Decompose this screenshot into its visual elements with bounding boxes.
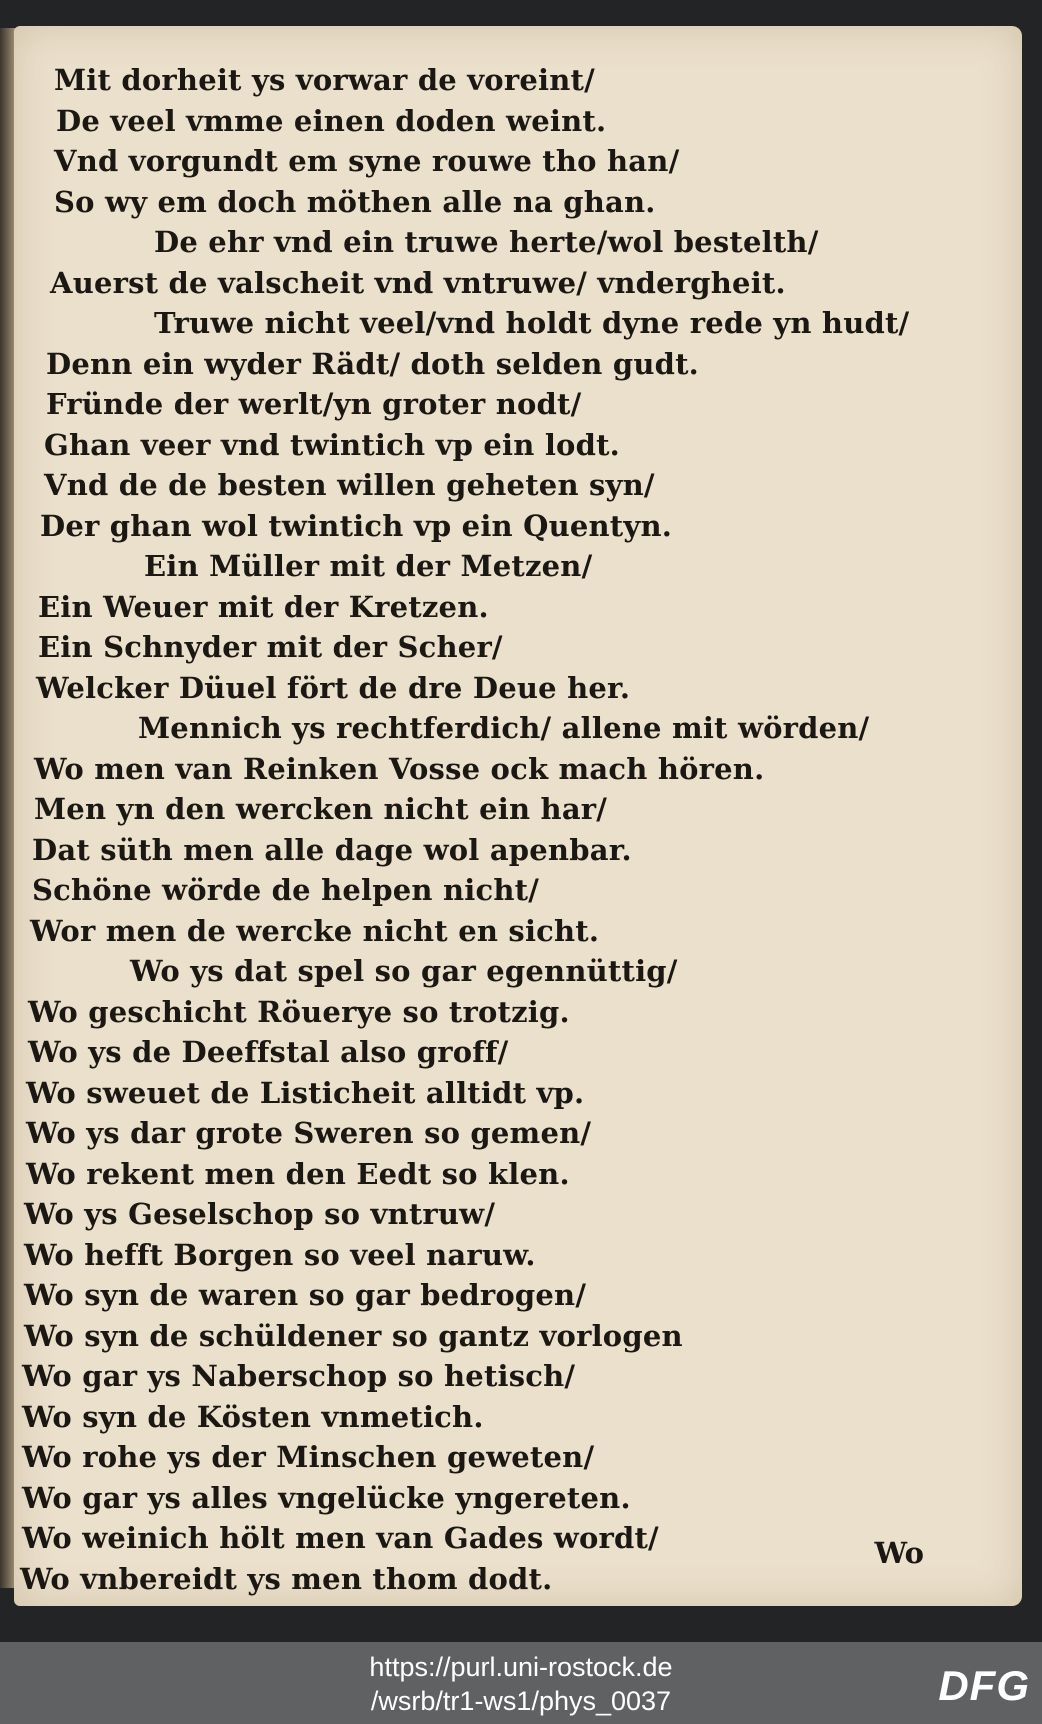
verse-line: Wo hefft Borgen so veel naruw. xyxy=(24,1237,536,1272)
verse-line: Men yn den wercken nicht ein har/ xyxy=(34,792,608,826)
verse-line: Auerst de valscheit vnd vntruwe/ vndergheit. xyxy=(50,265,786,300)
verse-line: Vnd de de besten willen geheten syn/ xyxy=(44,468,655,502)
verse-line: Wo sweuet de Listicheit alltidt vp. xyxy=(26,1075,585,1110)
verse-lines xyxy=(14,60,1022,1599)
verse-line: Wo weinich hölt men van Gades wordt/ xyxy=(22,1521,659,1555)
verse-line: Dat süth men alle dage wol apenbar. xyxy=(32,832,632,867)
verse-line: Wo rekent men den Eedt so klen. xyxy=(26,1156,570,1191)
footer-bar xyxy=(0,1642,1042,1724)
verse-line: Wo ys dar grote Sweren so gemen/ xyxy=(26,1116,592,1150)
verse-line: Wo ys de Deeffstal also groff/ xyxy=(28,1035,509,1069)
verse-line: Welcker Düuel fört de dre Deue her. xyxy=(36,670,631,705)
verse-line: Wo ys dat spel so gar egennüttig/ xyxy=(130,954,678,988)
verse-line: Wo syn de Kösten vnmetich. xyxy=(22,1399,484,1434)
permalink-line-2[interactable]: /wsrb/tr1-ws1/phys_0037 xyxy=(370,1686,672,1716)
verse-line: Mennich ys rechtferdich/ allene mit wörden/ xyxy=(138,711,870,745)
verse-line: So wy em doch möthen alle na ghan. xyxy=(54,184,656,219)
permalink[interactable] xyxy=(0,1650,1042,1718)
verse-line: Ein Weuer mit der Kretzen. xyxy=(38,589,489,624)
verse-line: Fründe der werlt/yn groter nodt/ xyxy=(46,387,582,421)
verse-line: Der ghan wol twintich vp ein Quentyn. xyxy=(40,508,673,543)
verse-line: Mit dorheit ys vorwar de voreint/ xyxy=(54,63,595,97)
verse-line: Wo ys Geselschop so vntruw/ xyxy=(24,1197,496,1231)
verse-line: Ein Müller mit der Metzen/ xyxy=(144,549,593,583)
verse-line: Wo gar ys Naberschop so hetisch/ xyxy=(22,1359,576,1393)
catchword: Wo xyxy=(874,1536,924,1570)
verse-line: Wo gar ys alles vngelücke yngereten. xyxy=(22,1480,631,1515)
verse-line: De ehr vnd ein truwe herte/wol bestelth/ xyxy=(154,225,819,259)
book-page xyxy=(14,26,1022,1606)
permalink-line-1[interactable]: https://purl.uni-rostock.de xyxy=(369,1652,673,1682)
verse-line: Wo geschicht Röuerye so trotzig. xyxy=(28,994,570,1029)
verse-line: Ghan veer vnd twintich vp ein lodt. xyxy=(44,427,620,462)
verse-line: Wo rohe ys der Minschen geweten/ xyxy=(22,1440,595,1474)
dfg-logo: DFG xyxy=(938,1662,1030,1709)
verse-line: Denn ein wyder Rädt/ doth selden gudt. xyxy=(46,346,699,381)
verse-line: Ein Schnyder mit der Scher/ xyxy=(38,630,503,664)
verse-line: Wo syn de waren so gar bedrogen/ xyxy=(24,1278,587,1312)
verse-line: Wo syn de schüldener so gantz vorlogen xyxy=(24,1318,683,1353)
verse-line: Wo vnbereidt ys men thom dodt. xyxy=(20,1561,553,1596)
verse-line: Wor men de wercke nicht en sicht. xyxy=(30,913,600,948)
verse-line: Truwe nicht veel/vnd holdt dyne rede yn hudt/ xyxy=(154,306,910,340)
verse-line: Wo men van Reinken Vosse ock mach hören. xyxy=(34,751,765,786)
verse-line: Vnd vorgundt em syne rouwe tho han/ xyxy=(54,144,680,178)
verse-line: Schöne wörde de helpen nicht/ xyxy=(32,873,539,907)
verse-line: De veel vmme einen doden weint. xyxy=(56,103,607,138)
